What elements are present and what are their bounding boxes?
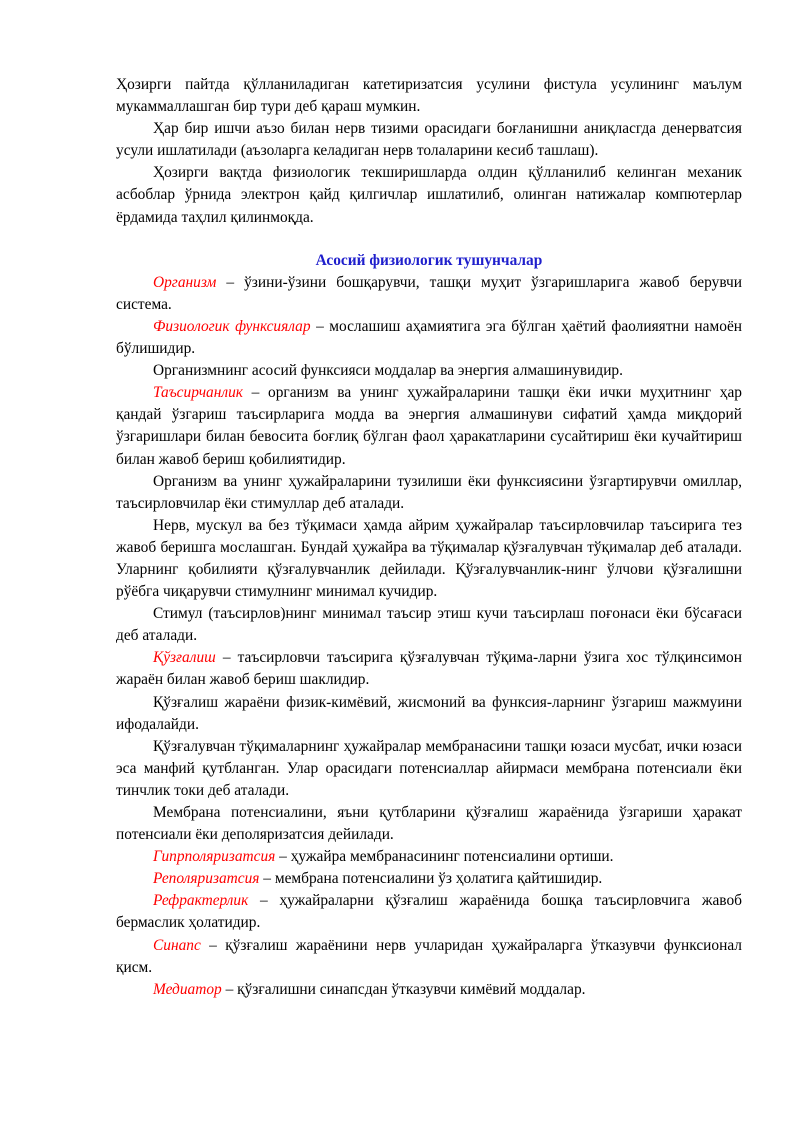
- definition-text: – ўзини-ўзини бошқарувчи, ташқи муҳит ўзгаришларига жавоб берувчи система.: [116, 273, 742, 313]
- definition-organism: [116, 272, 742, 316]
- definition-irritability: [116, 382, 742, 470]
- term: Физиологик функсиялар: [153, 317, 311, 335]
- paragraph-main-function: Организмнинг асосий функсияси моддалар ва энергия алмашинувидир.: [153, 362, 623, 380]
- section-heading: Асосий физиологик тушунчалар: [315, 251, 543, 269]
- definition-text: – қўзғалишни синапсдан ўтказувчи кимёвий моддалар.: [221, 980, 586, 998]
- term: Таъсирчанлик: [153, 384, 243, 402]
- definition-repolarization: [116, 868, 742, 890]
- paragraph-threshold: Стимул (таъсирлов)нинг минимал таъсир этиш кучи таъсирлаш поғонаси ёки бўсағаси деб аталади.: [116, 605, 742, 645]
- definition-text: – организм ва унинг ҳужайраларини ташқи ёки ички муҳитнинг ҳар қандай ўзгариш таъсирларига модда ва энергия алмашинуви сифатий ҳамда миқдорий ўзгаришлари билан бевосита боғлиқ бўлган фаол ҳаракатларини сусайтириш ёки кучайтириш билан жавоб бериш қобилиятидир.: [116, 384, 742, 468]
- definition-text: – қўзғалиш жараёнини нерв учларидан ҳужайраларга ўтказувчи функсионал қисм.: [116, 936, 742, 976]
- term: Организм: [153, 273, 217, 291]
- term: Реполяризатсия: [153, 870, 260, 888]
- term: Рефрактерлик: [153, 892, 249, 910]
- term: Қўзғалиш: [153, 649, 216, 667]
- term: Синапс: [153, 936, 201, 954]
- definition-text: – таъсирловчи таъсирига қўзғалувчан тўқима-ларни ўзига хос тўлқинсимон жараён билан жавоб бериш шаклидир.: [116, 649, 742, 689]
- definition-synapse: [116, 935, 742, 979]
- paragraph-stimuli: Организм ва унинг ҳужайраларини тузилиши ёки функсиясини ўзгартирувчи омиллар, таъсирловчилар ёки стимуллар деб аталади.: [116, 472, 742, 512]
- intro-paragraph: Ҳар бир ишчи аъзо билан нерв тизими орасидаги боғланишни аниқласгда денерватсия усули ишлатилади (аъзоларга келадиган нерв толаларини кесиб ташлаш).: [116, 120, 742, 160]
- definition-text: – мослашиш аҳамиятига эга бўлган ҳаётий фаолияятни намоён бўлишидир.: [116, 317, 743, 358]
- definition-excitation: [116, 647, 742, 691]
- paragraph-membrane: Қўзғалувчан тўқималарнинг ҳужайралар мембранасини ташқи юзаси мусбат, ички юзаси эса манфий қутбланган. Улар орасидаги потенсиаллар айирмаси мембрана потенсиали ёки тинчлик токи деб аталади.: [116, 737, 742, 799]
- definition-functions: [116, 316, 742, 360]
- definition-text: – мембрана потенсиалини ўз ҳолатига қайтишидир.: [259, 870, 603, 888]
- paragraph-excitation-process: Қўзғалиш жараёни физик-кимёвий, жисмоний ва функсия-ларнинг ўзгариш мажмуини ифодалайди.: [116, 693, 742, 733]
- definition-text: – ҳужайра мембранасининг потенсиалини ортиши.: [275, 848, 614, 866]
- term: Медиатор: [153, 980, 222, 998]
- definition-mediator: [116, 979, 742, 1001]
- intro-paragraph: Ҳозирги вақтда физиологик текширишларда олдин қўлланилиб келинган механик асбоблар ўрнида электрон қайд қилгичлар ишлатилиб, олинган натижалар компютерлар ёрдамида таҳлил қилинмоқда.: [116, 164, 742, 226]
- paragraph-action-potential: Мембрана потенсиалини, яъни қутбларини қўзғалиш жараёнида ўзгариши ҳаракат потенсиали ёки деполяризатсия дейилади.: [116, 804, 742, 844]
- paragraph-excitable: Нерв, мускул ва без тўқимаси ҳамда айрим ҳужайралар таъсирловчилар таъсирига тез жавоб беришга мослашган. Бундай ҳужайра ва тўқималар қўзғалувчан тўқималар деб аталади. Уларнинг қобилияти қўзғалувчанлик дейилади. Қўзғалувчанлик-нинг ўлчови қўзғалишни рўёбга чиқарувчи стимулнинг минимал кучидир.: [116, 516, 742, 601]
- definition-hyperpolarization: [116, 846, 742, 868]
- definition-refractoriness: [116, 890, 742, 934]
- definition-text: – ҳужайраларни қўзғалиш жараёнида бошқа таъсирловчига жавоб бермаслик ҳолатидир.: [116, 892, 742, 932]
- intro-paragraph: Ҳозирги пайтда қўлланиладиган катетиризатсия усулини фистула усулининг маълум мукаммаллашган бир тури деб қараш мумкин.: [116, 76, 742, 116]
- term: Гипрполяризатсия: [153, 848, 276, 866]
